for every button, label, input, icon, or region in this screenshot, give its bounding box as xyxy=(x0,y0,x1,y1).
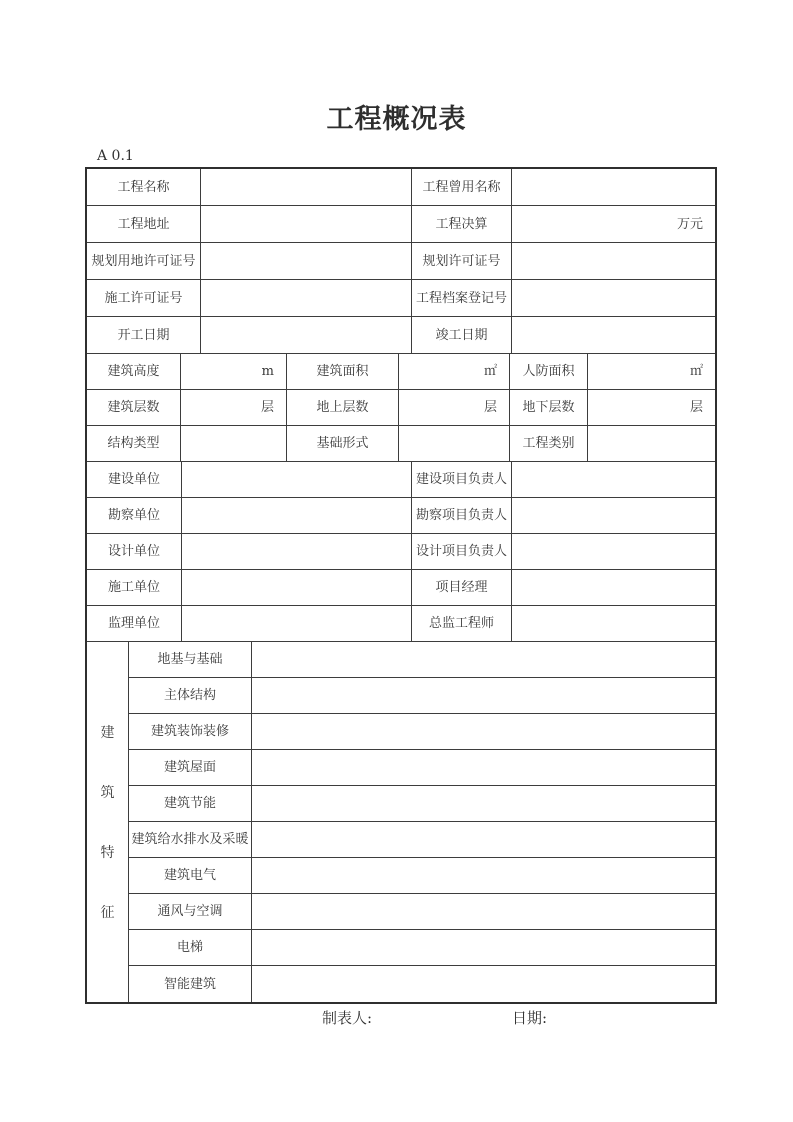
field-label-cell: 建设单位 xyxy=(87,462,182,498)
blank-field-cell[interactable] xyxy=(182,462,412,498)
field-label-cell: 基础形式 xyxy=(287,426,399,462)
blank-field-cell[interactable] xyxy=(182,498,412,534)
field-label-cell: 勘察单位 xyxy=(87,498,182,534)
field-label-cell: 建筑面积 xyxy=(287,354,399,390)
field-label-cell: 竣工日期 xyxy=(412,317,512,354)
field-label-cell: 监理单位 xyxy=(87,606,182,642)
blank-field-cell[interactable] xyxy=(512,534,715,570)
unit-value-cell[interactable]: ㎡ xyxy=(588,354,715,390)
feature-label-cell: 建筑装饰装修 xyxy=(129,714,252,750)
vertical-label-char: 筑 xyxy=(100,785,115,801)
blank-field-cell[interactable] xyxy=(252,750,715,786)
blank-field-cell[interactable] xyxy=(512,243,715,280)
field-label-cell: 项目经理 xyxy=(412,570,512,606)
vertical-label-char: 建 xyxy=(100,725,115,741)
blank-field-cell[interactable] xyxy=(201,243,412,280)
field-label-cell: 地下层数 xyxy=(510,390,588,426)
blank-field-cell[interactable] xyxy=(201,206,412,243)
field-label-cell: 人防面积 xyxy=(510,354,588,390)
blank-field-cell[interactable] xyxy=(512,462,715,498)
blank-field-cell[interactable] xyxy=(182,570,412,606)
preparer-label: 制表人: xyxy=(322,1009,373,1027)
feature-label-cell: 建筑节能 xyxy=(129,786,252,822)
page-title: 工程概况表 xyxy=(326,104,467,135)
field-label-cell: 勘察项目负责人 xyxy=(412,498,512,534)
unit-value-cell[interactable]: 万元 xyxy=(512,206,715,243)
blank-field-cell[interactable] xyxy=(512,606,715,642)
field-label-cell: 工程地址 xyxy=(87,206,201,243)
field-label-cell: 施工单位 xyxy=(87,570,182,606)
field-label-cell: 总监工程师 xyxy=(412,606,512,642)
project-overview-table xyxy=(85,167,717,1004)
vertical-label-char: 特 xyxy=(100,845,115,861)
field-label-cell: 工程决算 xyxy=(412,206,512,243)
feature-label-cell: 智能建筑 xyxy=(129,966,252,1002)
blank-field-cell[interactable] xyxy=(252,858,715,894)
field-label-cell: 结构类型 xyxy=(87,426,181,462)
building-features-section xyxy=(87,642,715,1002)
blank-field-cell[interactable] xyxy=(252,714,715,750)
form-code: A 0.1 xyxy=(97,148,134,164)
field-label-cell: 建筑高度 xyxy=(87,354,181,390)
blank-field-cell[interactable] xyxy=(252,786,715,822)
field-label-cell: 地上层数 xyxy=(287,390,399,426)
feature-label-cell: 主体结构 xyxy=(129,678,252,714)
field-label-cell: 工程档案登记号 xyxy=(412,280,512,317)
blank-field-cell[interactable] xyxy=(252,642,715,678)
blank-field-cell[interactable] xyxy=(252,678,715,714)
blank-field-cell[interactable] xyxy=(588,426,715,462)
blank-field-cell[interactable] xyxy=(201,280,412,317)
field-label-cell: 设计单位 xyxy=(87,534,182,570)
field-label-cell: 工程类别 xyxy=(510,426,588,462)
blank-field-cell[interactable] xyxy=(252,822,715,858)
field-label-cell: 工程名称 xyxy=(87,169,201,206)
field-label-cell: 施工许可证号 xyxy=(87,280,201,317)
field-label-cell: 建筑层数 xyxy=(87,390,181,426)
feature-label-cell: 建筑给水排水及采暖 xyxy=(129,822,252,858)
blank-field-cell[interactable] xyxy=(252,930,715,966)
feature-label-cell: 通风与空调 xyxy=(129,894,252,930)
unit-value-cell[interactable]: 层 xyxy=(181,390,287,426)
blank-field-cell[interactable] xyxy=(252,894,715,930)
blank-field-cell[interactable] xyxy=(201,169,412,206)
unit-value-cell[interactable]: ㎡ xyxy=(399,354,510,390)
blank-field-cell[interactable] xyxy=(182,606,412,642)
blank-field-cell[interactable] xyxy=(399,426,510,462)
blank-field-cell[interactable] xyxy=(512,317,715,354)
blank-field-cell[interactable] xyxy=(512,570,715,606)
field-label-cell: 设计项目负责人 xyxy=(412,534,512,570)
responsible-units-section xyxy=(87,462,715,642)
field-label-cell: 建设项目负责人 xyxy=(412,462,512,498)
blank-field-cell[interactable] xyxy=(181,426,287,462)
blank-field-cell[interactable] xyxy=(182,534,412,570)
date-label: 日期: xyxy=(512,1009,548,1027)
blank-field-cell[interactable] xyxy=(512,169,715,206)
field-label-cell: 开工日期 xyxy=(87,317,201,354)
feature-label-cell: 地基与基础 xyxy=(129,642,252,678)
feature-label-cell: 电梯 xyxy=(129,930,252,966)
feature-label-cell: 建筑屋面 xyxy=(129,750,252,786)
basic-info-section xyxy=(87,169,715,354)
unit-value-cell[interactable]: m xyxy=(181,354,287,390)
field-label-cell: 规划许可证号 xyxy=(412,243,512,280)
building-metrics-section xyxy=(87,354,715,462)
unit-value-cell[interactable]: 层 xyxy=(399,390,510,426)
blank-field-cell[interactable] xyxy=(512,280,715,317)
blank-field-cell[interactable] xyxy=(201,317,412,354)
feature-label-cell: 建筑电气 xyxy=(129,858,252,894)
vertical-label-char: 征 xyxy=(100,905,115,921)
unit-value-cell[interactable]: 层 xyxy=(588,390,715,426)
field-label-cell: 工程曾用名称 xyxy=(412,169,512,206)
field-label-cell: 规划用地许可证号 xyxy=(87,243,201,280)
blank-field-cell[interactable] xyxy=(252,966,715,1002)
blank-field-cell[interactable] xyxy=(512,498,715,534)
vertical-section-label xyxy=(87,642,129,1002)
